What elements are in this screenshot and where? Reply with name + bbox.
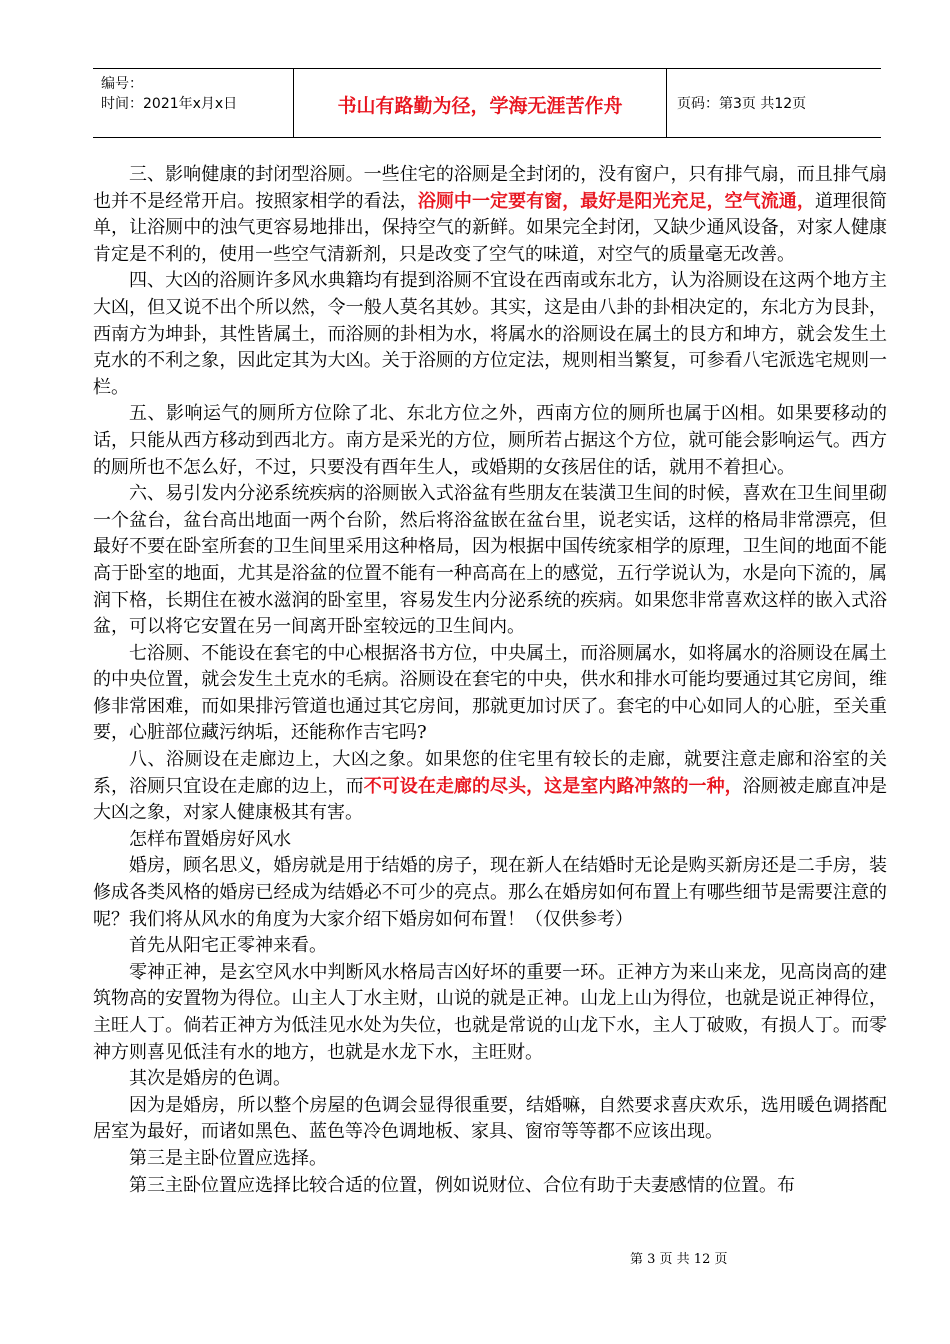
highlighted-text: 浴厕中一定要有窗，最好是阳光充足，空气流通， xyxy=(417,190,815,212)
paragraph-first-point: 首先从阳宅正零神来看。 xyxy=(129,935,327,957)
text-run: 道理很简单，让浴厕中的浊气更容易地排出，保持空气的新鲜。如果完全封闭，又缺少通风设备，对家人健康肯定是不利的，使用一些空气清新剂，只是改变了空气的味道，对空气的质量毫无改善。 xyxy=(93,190,888,265)
paragraph-3-enclosed-bathroom xyxy=(93,162,887,268)
paragraph-8-corridor-bathroom xyxy=(93,747,887,827)
section-heading-wedding-room: 怎样布置婚房好风水 xyxy=(129,828,291,850)
paragraph-master-bedroom: 第三主卧位置应选择比较合适的位置，例如说财位、合位有助于夫妻感情的位置。布 xyxy=(129,1174,795,1196)
document-body xyxy=(93,162,887,1199)
text-run: 八、浴厕设在走廊边上，大凶之象。如果您的住宅里有较长的走廊，就要注意走廊和浴室的关系，浴厕只宜设在走廊的边上，而 xyxy=(93,749,887,797)
text-run: 浴厕被走廊直冲是大凶之象，对家人健康极其有害。 xyxy=(93,775,888,824)
paragraph-5-toilet-direction: 五、影响运气的厕所方位除了北、东北方位之外，西南方位的厕所也属于凶相。如果要移动的话，只能从西方移动到西北方。南方是采光的方位，厕所若占据这个方位，就可能会影响运气。西方的厕所也不怎么好，不过，只要没有酉年生人，或婚期的女孩居住的话，就用不着担心。 xyxy=(93,403,887,478)
header-meta-cell xyxy=(93,69,294,137)
document-number-label: 编号： xyxy=(101,76,143,92)
header-motto: 书山有路勤为径，学海无涯苦作舟 xyxy=(337,95,623,117)
paragraph-zero-god: 零神正神，是玄空风水中判断风水格局吉凶好坏的重要一环。正神方为来山来龙，见高岗高的建筑物高的安置物为得位。山主人丁水主财，山说的就是正神。山龙上山为得位，也就是说正神得位，主旺人丁。倘若正神方为低洼见水处为失位，也就是常说的山龙下水，主人丁破败，有损人丁。而零神方则喜见低洼有水的地方，也就是水龙下水，主旺财。 xyxy=(93,961,887,1063)
header-page-number: 页码：第3页 共12页 xyxy=(677,96,807,112)
document-time-label: 时间：2021年x月x日 xyxy=(101,96,238,112)
paragraph-second-point: 其次是婚房的色调。 xyxy=(129,1068,291,1090)
paragraph-wedding-room-intro: 婚房，顾名思义，婚房就是用于结婚的房子，现在新人在结婚时无论是购买新房还是二手房，装修成各类风格的婚房已经成为结婚必不可少的亮点。那么在婚房如何布置上有哪些细节是需要注意的呢？我们将从风水的角度为大家介绍下婚房如何布置！（仅供参考） xyxy=(93,855,887,930)
paragraph-7-center-bathroom: 七浴厕、不能设在套宅的中心根据洛书方位，中央属土，而浴厕属水，如将属水的浴厕设在属土的中央位置，就会发生土克水的毛病。浴厕设在套宅的中央，供水和排水可能均要通过其它房间，维修非常困难，而如果排污管道也通过其它房间，那就更加讨厌了。套宅的中心如同人的心脏，至关重要，心脏部位藏污纳垢，还能称作吉宅吗? xyxy=(93,642,887,744)
paragraph-4-ominous-bathroom: 四、大凶的浴厕许多风水典籍均有提到浴厕不宜设在西南或东北方，认为浴厕设在这两个地方主大凶，但又说不出个所以然，令一般人莫名其妙。其实，这是由八卦的卦相决定的，东北方为艮卦，西南方为坤卦，其性皆属土，而浴厕的卦相为水，将属水的浴厕设在属土的艮方和坤方，就会发生土克水的不利之象，因此定其为大凶。关于浴厕的方位定法，规则相当繁复，可参看八宅派选宅规则一栏。 xyxy=(93,270,887,398)
page-header xyxy=(93,68,881,138)
page-footer: 第 3 页 共 12 页 xyxy=(630,1252,728,1267)
highlighted-text: 不可设在走廊的尽头，这是室内路冲煞的一种， xyxy=(363,775,743,797)
header-motto-cell xyxy=(294,69,667,137)
paragraph-color-tone: 因为是婚房，所以整个房屋的色调会显得很重要，结婚嘛，自然要求喜庆欢乐，选用暖色调搭配居室为最好，而诸如黑色、蓝色等冷色调地板、家具、窗帘等等都不应该出现。 xyxy=(93,1094,887,1143)
text-run: 三、影响健康的封闭型浴厕。一些住宅的浴厕是全封闭的，没有窗户，只有排气扇，而且排气扇也并不是经常开启。按照家相学的看法， xyxy=(93,164,887,212)
paragraph-6-embedded-bathtub: 六、易引发内分泌系统疾病的浴厕嵌入式浴盆有些朋友在装潢卫生间的时候，喜欢在卫生间里砌一个盆台，盆台高出地面一两个台阶，然后将浴盆嵌在盆台里，说老实话，这样的格局非常漂亮，但最好不要在卧室所套的卫生间里采用这种格局，因为根据中国传统家相学的原理，卫生间的地面不能高于卧室的地面，尤其是浴盆的位置不能有一种高高在上的感觉，五行学说认为，水是向下流的，属润下格，长期住在被水滋润的卧室里，容易发生内分泌系统的疾病。如果您非常喜欢这样的嵌入式浴盆，可以将它安置在另一间离开卧室较远的卫生间内。 xyxy=(93,483,887,638)
paragraph-third-point: 第三是主卧位置应选择。 xyxy=(129,1147,327,1169)
header-page-cell xyxy=(667,69,881,137)
